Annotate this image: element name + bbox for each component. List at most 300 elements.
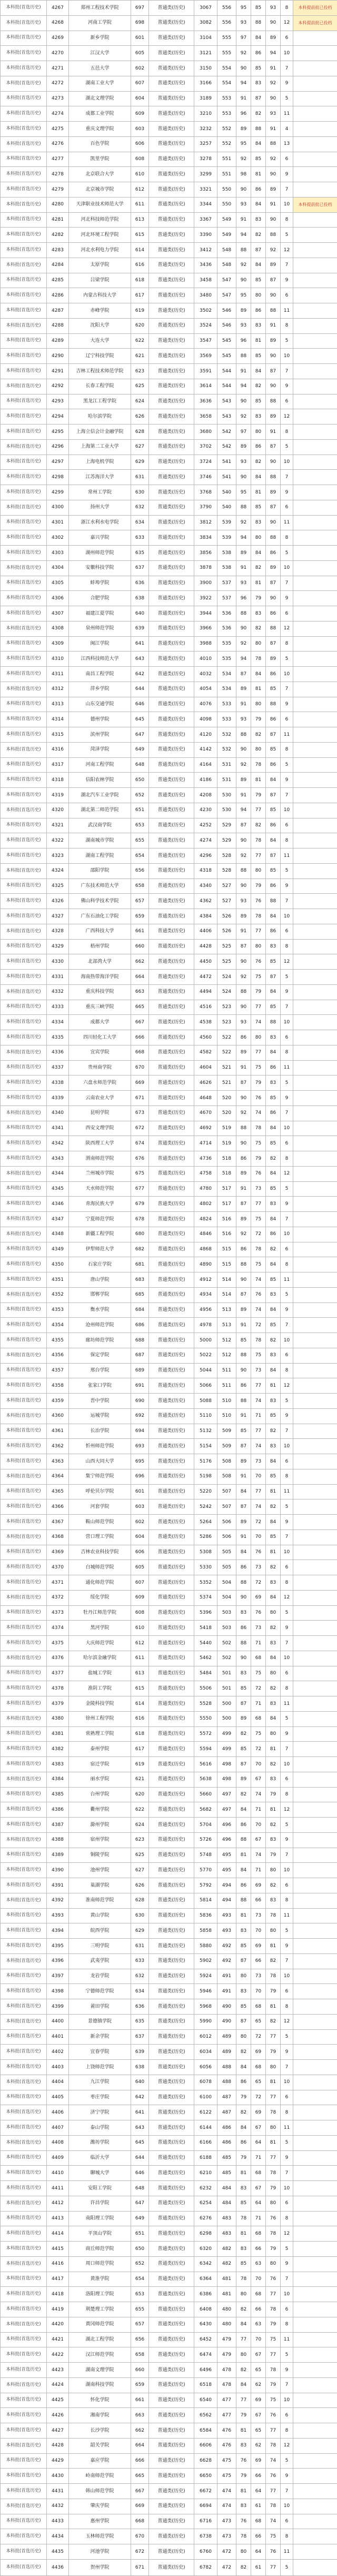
table-row (1, 530, 337, 546)
subject3-cell: 84 (266, 1651, 281, 1666)
table-row (1, 2469, 337, 2484)
category-cell: 普通类(历史) (149, 197, 194, 212)
subject2-cell: 84 (251, 667, 266, 682)
subject3-cell: 87 (266, 727, 281, 743)
tiebreak-cell: 7 (281, 1529, 293, 1545)
college-name-cell: 辽宁科技学院 (69, 349, 131, 364)
subject1-cell: 81 (236, 2423, 251, 2439)
table-row (1, 1499, 337, 1515)
subject1-cell: 92 (236, 409, 251, 425)
table-row (1, 1742, 337, 1757)
table-row (1, 182, 337, 198)
rank-cell: 3614 (194, 379, 217, 394)
score-cell: 553 (217, 106, 236, 122)
score-cell: 531 (217, 757, 236, 773)
rank-cell: 3390 (194, 228, 217, 243)
subject1-cell: 77 (236, 2332, 251, 2347)
college-name-cell: 长沙学院 (69, 2423, 131, 2439)
group-code-cell: 650 (131, 773, 149, 788)
table-row (1, 1045, 337, 1060)
group-code-cell: 614 (131, 1696, 149, 1712)
college-name-cell: 合肥学院 (69, 591, 131, 606)
college-name-cell: 邢台学院 (69, 1363, 131, 1378)
subject2-cell: 85 (251, 152, 266, 167)
section-cell: 本科批(首选历史) (1, 1181, 47, 1197)
note-cell (293, 697, 337, 712)
rank-cell: 5440 (194, 1636, 217, 1651)
tiebreak-cell: 7 (281, 61, 293, 76)
college-code-cell: 4354 (47, 1318, 69, 1333)
tiebreak-cell: 10 (281, 1545, 293, 1560)
rank-cell: 3257 (194, 136, 217, 152)
table-row (1, 1454, 337, 1469)
group-code-cell: 623 (131, 364, 149, 379)
tiebreak-cell: 5 (281, 863, 293, 879)
college-name-cell: 贵州商学院 (69, 1060, 131, 1075)
tiebreak-cell: 7 (281, 894, 293, 909)
score-cell: 546 (217, 303, 236, 319)
tiebreak-cell: 9 (281, 2469, 293, 2484)
subject3-cell: 75 (266, 2529, 281, 2544)
subject1-cell: 80 (236, 2029, 251, 2045)
subject2-cell: 69 (251, 2045, 266, 2060)
subject2-cell: 84 (251, 136, 266, 152)
college-name-cell: 上海电机学院 (69, 455, 131, 470)
college-code-cell: 4389 (47, 1848, 69, 1863)
college-code-cell: 4335 (47, 1030, 69, 1045)
tiebreak-cell: 9 (281, 1197, 293, 1212)
subject3-cell: 81 (266, 1802, 281, 1818)
group-code-cell: 627 (131, 1863, 149, 1878)
tiebreak-cell: 7 (281, 364, 293, 379)
subject1-cell: 88 (236, 1121, 251, 1136)
table-row (1, 1091, 337, 1106)
rank-cell: 6144 (194, 2120, 217, 2136)
section-cell: 本科批(首选历史) (1, 712, 47, 727)
subject3-cell: 83 (266, 1348, 281, 1363)
college-code-cell: 4377 (47, 1666, 69, 1681)
section-cell: 本科批(首选历史) (1, 1091, 47, 1106)
subject3-cell: 83 (266, 939, 281, 954)
subject3-cell: 86 (266, 924, 281, 939)
note-cell (293, 2377, 337, 2393)
college-name-cell: 重庆三峡学院 (69, 1000, 131, 1015)
tiebreak-cell: 7 (281, 258, 293, 273)
group-code-cell: 629 (131, 1923, 149, 1939)
rank-cell: 3746 (194, 470, 217, 485)
college-code-cell: 4345 (47, 1181, 69, 1197)
score-cell: 547 (217, 288, 236, 303)
group-code-cell: 644 (131, 682, 149, 697)
rank-cell: 4098 (194, 712, 217, 727)
subject2-cell: 69 (251, 1590, 266, 1605)
subject1-cell: 91 (236, 924, 251, 939)
tiebreak-cell: 8 (281, 1469, 293, 1484)
subject1-cell: 89 (236, 1166, 251, 1181)
subject1-cell: 80 (236, 2287, 251, 2302)
table-row (1, 2317, 337, 2332)
score-cell: 475 (217, 2469, 236, 2484)
category-cell: 普通类(历史) (149, 364, 194, 379)
subject2-cell: 77 (251, 1484, 266, 1499)
rank-cell: 5000 (194, 1333, 217, 1348)
college-code-cell: 4432 (47, 2499, 69, 2514)
college-name-cell: 哈尔滨学院 (69, 409, 131, 425)
note-cell (293, 621, 337, 636)
subject2-cell: 79 (251, 1075, 266, 1091)
rank-cell: 3524 (194, 318, 217, 333)
score-cell: 542 (217, 439, 236, 455)
subject2-cell: 76 (251, 1605, 266, 1621)
score-cell: 487 (217, 2090, 236, 2105)
subject1-cell: 90 (236, 273, 251, 288)
college-name-cell: 滁州学院 (69, 1818, 131, 1833)
score-cell: 492 (217, 1953, 236, 1969)
subject3-cell: 77 (266, 2150, 281, 2166)
subject3-cell: 84 (266, 1515, 281, 1530)
college-name-cell: 湖南文理学院 (69, 2363, 131, 2378)
college-code-cell: 4379 (47, 1696, 69, 1712)
tiebreak-cell: 10 (281, 2075, 293, 2090)
category-cell: 普通类(历史) (149, 1197, 194, 1212)
subject3-cell: 84 (266, 1166, 281, 1181)
group-code-cell: 661 (131, 2393, 149, 2408)
rank-cell: 4670 (194, 1106, 217, 1121)
category-cell: 普通类(历史) (149, 15, 194, 31)
category-cell: 普通类(历史) (149, 1529, 194, 1545)
category-cell: 普通类(历史) (149, 2029, 194, 2045)
category-cell: 普通类(历史) (149, 1015, 194, 1030)
category-cell: 普通类(历史) (149, 2302, 194, 2317)
tiebreak-cell: 5 (281, 1181, 293, 1197)
college-code-cell: 4369 (47, 1545, 69, 1560)
subject2-cell: 67 (251, 1832, 266, 1848)
college-name-cell: 凯里学院 (69, 152, 131, 167)
subject2-cell: 85 (251, 61, 266, 76)
note-cell (293, 894, 337, 909)
subject1-cell: 95 (236, 288, 251, 303)
group-code-cell: 640 (131, 606, 149, 621)
category-cell: 普通类(历史) (149, 485, 194, 500)
tiebreak-cell: 10 (281, 2181, 293, 2196)
college-code-cell: 4324 (47, 863, 69, 879)
rank-cell: 4560 (194, 1030, 217, 1045)
section-cell: 本科批(首选历史) (1, 439, 47, 455)
rank-cell: 4868 (194, 1242, 217, 1257)
college-code-cell: 4407 (47, 2120, 69, 2136)
subject1-cell: 88 (236, 1636, 251, 1651)
college-name-cell: 内蒙古科技大学 (69, 288, 131, 303)
college-code-cell: 4380 (47, 1711, 69, 1726)
score-cell: 474 (217, 2484, 236, 2499)
college-name-cell: 德州学院 (69, 712, 131, 727)
college-name-cell: 集宁师范学院 (69, 1469, 131, 1484)
subject1-cell: 88 (236, 727, 251, 743)
subject1-cell: 82 (236, 1787, 251, 1802)
score-cell: 507 (217, 1499, 236, 1515)
table-row (1, 1999, 337, 2015)
table-row (1, 2559, 337, 2575)
note-cell (293, 1075, 337, 1091)
rank-cell: 3458 (194, 273, 217, 288)
rank-cell: 4714 (194, 1136, 217, 1151)
note-cell (293, 2256, 337, 2272)
tiebreak-cell: 6 (281, 924, 293, 939)
note-cell (293, 364, 337, 379)
category-cell: 普通类(历史) (149, 1318, 194, 1333)
subject2-cell: 85 (251, 394, 266, 409)
subject1-cell: 79 (236, 2090, 251, 2105)
score-cell: 534 (217, 682, 236, 697)
score-cell: 554 (217, 76, 236, 91)
tiebreak-cell: 8 (281, 530, 293, 546)
college-code-cell: 4270 (47, 46, 69, 61)
note-cell (293, 1711, 337, 1726)
subject1-cell: 90 (236, 621, 251, 636)
college-name-cell: 菏泽学院 (69, 742, 131, 757)
table-row (1, 2438, 337, 2453)
subject2-cell: 74 (251, 1394, 266, 1409)
section-cell: 本科批(首选历史) (1, 546, 47, 561)
note-cell (293, 2196, 337, 2211)
score-cell: 553 (217, 91, 236, 106)
rank-cell: 5220 (194, 1484, 217, 1499)
section-cell: 本科批(首选历史) (1, 1863, 47, 1878)
table-row (1, 1711, 337, 1726)
note-cell (293, 848, 337, 864)
group-code-cell: 620 (131, 1787, 149, 1802)
score-cell: 539 (217, 515, 236, 530)
category-cell: 普通类(历史) (149, 1711, 194, 1726)
subject3-cell: 89 (266, 258, 281, 273)
subject2-cell: 82 (251, 727, 266, 743)
college-name-cell: 晋中学院 (69, 1394, 131, 1409)
table-row (1, 1636, 337, 1651)
note-cell (293, 636, 337, 652)
group-code-cell: 671 (131, 2559, 149, 2575)
score-cell: 535 (217, 652, 236, 667)
tiebreak-cell: 7 (281, 1848, 293, 1863)
section-cell: 本科批(首选历史) (1, 1802, 47, 1818)
table-row (1, 1651, 337, 1666)
category-cell: 普通类(历史) (149, 2272, 194, 2287)
group-code-cell: 652 (131, 788, 149, 803)
category-cell: 普通类(历史) (149, 1908, 194, 1923)
note-cell (293, 46, 337, 61)
note-cell (293, 1378, 337, 1394)
category-cell: 普通类(历史) (149, 2287, 194, 2302)
group-code-cell: 604 (131, 1529, 149, 1545)
subject3-cell: 81 (266, 1999, 281, 2015)
subject3-cell: 77 (266, 2347, 281, 2363)
tiebreak-cell: 11 (281, 106, 293, 122)
rank-cell: 3900 (194, 576, 217, 591)
rank-cell: 4252 (194, 818, 217, 833)
group-code-cell: 648 (131, 2181, 149, 2196)
subject3-cell: 76 (266, 2211, 281, 2226)
college-name-cell: 太原学院 (69, 258, 131, 273)
score-cell: 488 (217, 2060, 236, 2075)
note-cell (293, 1197, 337, 1212)
category-cell: 普通类(历史) (149, 1878, 194, 1893)
note-cell (293, 742, 337, 757)
college-name-cell: 上饶师范学院 (69, 2060, 131, 2075)
score-cell: 519 (217, 1121, 236, 1136)
subject1-cell: 90 (236, 1272, 251, 1288)
college-name-cell: 营口理工学院 (69, 1529, 131, 1545)
college-name-cell: 嘉应学院 (69, 2453, 131, 2469)
tiebreak-cell: 7 (281, 682, 293, 697)
section-cell: 本科批(首选历史) (1, 970, 47, 985)
group-code-cell: 646 (131, 697, 149, 712)
table-row (1, 2347, 337, 2363)
subject3-cell: 88 (266, 394, 281, 409)
subject2-cell: 73 (251, 1454, 266, 1469)
group-code-cell: 605 (131, 1560, 149, 1575)
section-cell: 本科批(首选历史) (1, 1651, 47, 1666)
subject1-cell: 82 (236, 2363, 251, 2378)
section-cell: 本科批(首选历史) (1, 1757, 47, 1772)
subject2-cell: 81 (251, 773, 266, 788)
subject3-cell: 81 (266, 1484, 281, 1499)
subject1-cell: 87 (236, 667, 251, 682)
score-cell: 478 (217, 2363, 236, 2378)
subject2-cell: 69 (251, 1878, 266, 1893)
note-cell (293, 788, 337, 803)
group-code-cell: 636 (131, 1999, 149, 2015)
group-code-cell: 676 (131, 1151, 149, 1167)
rank-cell: 4340 (194, 879, 217, 894)
rank-cell: 6738 (194, 2529, 217, 2544)
category-cell: 普通类(历史) (149, 1832, 194, 1848)
group-code-cell: 639 (131, 2045, 149, 2060)
college-name-cell: 泰山学院 (69, 2120, 131, 2136)
subject2-cell: 74 (251, 1272, 266, 1288)
tiebreak-cell: 8 (281, 1363, 293, 1378)
group-code-cell: 608 (131, 1605, 149, 1621)
group-code-cell: 635 (131, 546, 149, 561)
subject2-cell: 87 (251, 243, 266, 258)
table-row (1, 76, 337, 91)
subject3-cell: 93 (266, 1, 281, 16)
group-code-cell: 641 (131, 636, 149, 652)
subject3-cell: 90 (266, 167, 281, 182)
note-cell (293, 1257, 337, 1272)
table-row (1, 1075, 337, 1091)
table-row (1, 954, 337, 970)
score-cell: 493 (217, 1908, 236, 1923)
group-code-cell: 656 (131, 863, 149, 879)
tiebreak-cell: 10 (281, 803, 293, 818)
score-cell: 490 (217, 1999, 236, 2015)
group-code-cell: 656 (131, 2332, 149, 2347)
college-name-cell: 许昌学院 (69, 2196, 131, 2211)
table-row (1, 364, 337, 379)
table-row (1, 636, 337, 652)
section-cell: 本科批(首选历史) (1, 2302, 47, 2317)
category-cell: 普通类(历史) (149, 1590, 194, 1605)
subject1-cell: 83 (236, 1666, 251, 1681)
subject1-cell: 94 (236, 76, 251, 91)
score-cell: 484 (217, 2181, 236, 2196)
college-code-cell: 4309 (47, 636, 69, 652)
college-name-cell: 韩山师范学院 (69, 2484, 131, 2499)
subject1-cell: 79 (236, 2469, 251, 2484)
score-cell: 479 (217, 2332, 236, 2347)
rank-cell: 5374 (194, 1590, 217, 1605)
note-cell (293, 530, 337, 546)
subject1-cell: 88 (236, 1832, 251, 1848)
subject1-cell: 90 (236, 954, 251, 970)
score-cell: 516 (217, 1227, 236, 1242)
group-code-cell: 671 (131, 1091, 149, 1106)
table-row (1, 31, 337, 46)
subject3-cell: 74 (266, 2514, 281, 2529)
table-row (1, 2272, 337, 2287)
rank-cell: 6276 (194, 2211, 217, 2226)
table-row (1, 1787, 337, 1802)
tiebreak-cell: 5 (281, 757, 293, 773)
group-code-cell: 647 (131, 2196, 149, 2211)
college-code-cell: 4288 (47, 318, 69, 333)
subject2-cell: 75 (251, 1212, 266, 1227)
category-cell: 普通类(历史) (149, 954, 194, 970)
tiebreak-cell: 5 (281, 2347, 293, 2363)
subject2-cell: 80 (251, 742, 266, 757)
note-cell (293, 1802, 337, 1818)
subject1-cell: 78 (236, 2211, 251, 2226)
subject3-cell: 85 (266, 1181, 281, 1197)
table-row (1, 2393, 337, 2408)
college-code-cell: 4425 (47, 2393, 69, 2408)
group-code-cell: 602 (131, 1515, 149, 1530)
section-cell: 本科批(首选历史) (1, 2196, 47, 2211)
subject2-cell: 64 (251, 2135, 266, 2150)
rank-cell: 5352 (194, 1575, 217, 1591)
group-code-cell: 602 (131, 61, 149, 76)
subject3-cell: 82 (266, 1151, 281, 1167)
note-cell (293, 2559, 337, 2575)
note-cell (293, 2166, 337, 2181)
subject2-cell: 77 (251, 1197, 266, 1212)
group-code-cell: 654 (131, 2272, 149, 2287)
rank-cell: 6364 (194, 2272, 217, 2287)
section-cell: 本科批(首选历史) (1, 727, 47, 743)
college-code-cell: 4361 (47, 1424, 69, 1439)
group-code-cell: 641 (131, 2105, 149, 2120)
rank-cell: 5858 (194, 1923, 217, 1939)
note-cell (293, 2438, 337, 2453)
section-cell: 本科批(首选历史) (1, 1953, 47, 1969)
college-name-cell: 大连大学 (69, 333, 131, 349)
score-cell: 511 (217, 1363, 236, 1378)
subject3-cell: 79 (266, 1848, 281, 1863)
subject2-cell: 77 (251, 848, 266, 864)
subject2-cell: 88 (251, 122, 266, 137)
note-cell (293, 939, 337, 954)
subject2-cell: 65 (251, 2423, 266, 2439)
college-code-cell: 4286 (47, 288, 69, 303)
note-cell (293, 1181, 337, 1197)
group-code-cell: 608 (131, 152, 149, 167)
subject1-cell: 87 (236, 818, 251, 833)
subject1-cell: 91 (236, 1529, 251, 1545)
category-cell: 普通类(历史) (149, 1666, 194, 1681)
college-name-cell: 三明学院 (69, 1939, 131, 1954)
group-code-cell: 669 (131, 1075, 149, 1091)
subject1-cell: 95 (236, 485, 251, 500)
college-name-cell: 南昌工程学院 (69, 667, 131, 682)
